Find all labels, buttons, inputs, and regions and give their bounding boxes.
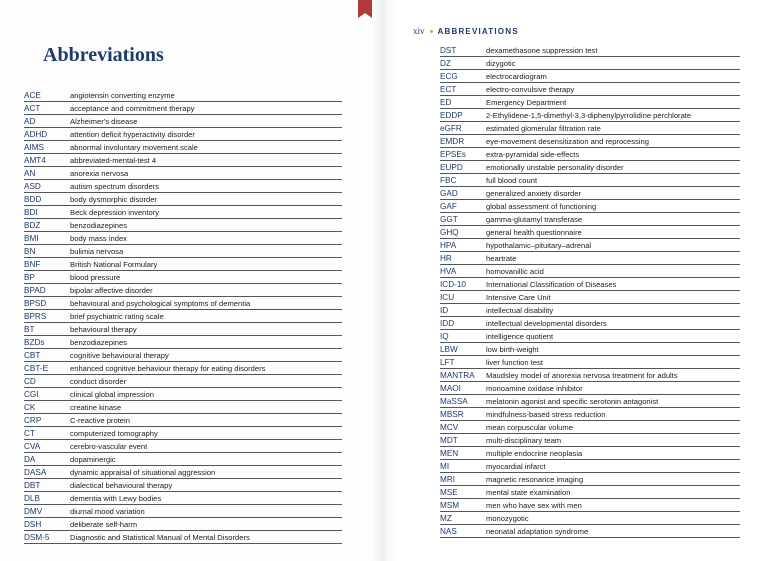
abbreviation-definition: Maudsley model of anorexia nervosa treatment for adults — [486, 371, 678, 380]
page-number: xiv — [413, 26, 425, 36]
abbreviation-term: MANTRA — [440, 371, 475, 380]
abbreviation-term: HR — [440, 254, 452, 263]
abbreviation-row — [440, 213, 740, 226]
abbreviation-term: EUPD — [440, 163, 463, 172]
abbreviation-definition: cerebro-vascular event — [70, 442, 148, 451]
abbreviation-row — [440, 499, 740, 512]
abbreviation-term: DSM-5 — [24, 533, 50, 542]
abbreviation-term: CVA — [24, 442, 41, 451]
abbreviation-row — [440, 421, 740, 434]
abbreviation-row — [24, 297, 342, 310]
abbreviation-row — [440, 486, 740, 499]
abbreviation-definition: clinical global impression — [70, 390, 154, 399]
abbreviation-row — [440, 525, 740, 538]
abbreviation-term: DASA — [24, 468, 47, 477]
abbreviation-row — [24, 310, 342, 323]
abbreviation-row — [440, 148, 740, 161]
abbreviation-definition: British National Formulary — [70, 260, 158, 269]
abbreviation-term: NAS — [440, 527, 457, 536]
abbreviation-list-right — [440, 44, 740, 538]
abbreviation-row — [440, 135, 740, 148]
abbreviation-row — [440, 200, 740, 213]
abbreviation-definition: full blood count — [486, 176, 538, 185]
abbreviation-term: CBT-E — [24, 364, 49, 373]
abbreviation-term: IQ — [440, 332, 449, 341]
abbreviation-term: ACT — [24, 104, 41, 113]
abbreviation-term: BMI — [24, 234, 39, 243]
abbreviation-row — [440, 460, 740, 473]
abbreviation-row — [440, 330, 740, 343]
abbreviation-row — [440, 239, 740, 252]
abbreviation-definition: general health questionnaire — [486, 228, 582, 237]
abbreviation-definition: estimated glomerular filtration rate — [486, 124, 601, 133]
abbreviation-term: AN — [24, 169, 36, 178]
abbreviation-definition: dialectical behavioural therapy — [70, 481, 173, 490]
abbreviation-term: CD — [24, 377, 36, 386]
abbreviation-row — [24, 505, 342, 518]
abbreviation-row — [24, 323, 342, 336]
running-header — [413, 26, 519, 36]
abbreviation-row — [440, 343, 740, 356]
abbreviation-row — [440, 109, 740, 122]
abbreviation-term: MRI — [440, 475, 456, 484]
abbreviation-definition: Emergency Department — [486, 98, 567, 107]
abbreviation-definition: emotionally unstable personality disorder — [486, 163, 624, 172]
abbreviation-row — [24, 336, 342, 349]
abbreviation-term: MCV — [440, 423, 459, 432]
abbreviation-term: BN — [24, 247, 36, 256]
abbreviation-row — [24, 414, 342, 427]
abbreviation-term: MSM — [440, 501, 460, 510]
abbreviation-term: BP — [24, 273, 35, 282]
abbreviation-term: AIMS — [24, 143, 45, 152]
abbreviation-term: AMT4 — [24, 156, 46, 165]
abbreviation-term: MI — [440, 462, 450, 471]
abbreviation-row — [440, 226, 740, 239]
abbreviation-definition: body mass index — [70, 234, 127, 243]
abbreviation-row — [24, 453, 342, 466]
abbreviation-term: CRP — [24, 416, 42, 425]
abbreviation-definition: dopaminergic — [70, 455, 116, 464]
abbreviation-row — [24, 388, 342, 401]
abbreviation-definition: extra-pyramidal side-effects — [486, 150, 580, 159]
abbreviation-definition: hypothalamic–pituitary–adrenal — [486, 241, 592, 250]
abbreviation-definition: mindfulness-based stress reduction — [486, 410, 606, 419]
abbreviation-row — [440, 512, 740, 525]
abbreviation-row — [440, 304, 740, 317]
abbreviation-row — [440, 57, 740, 70]
abbreviation-term: MDT — [440, 436, 458, 445]
abbreviation-term: EMDR — [440, 137, 465, 146]
abbreviation-definition: monozygotic — [486, 514, 529, 523]
abbreviation-definition: anorexia nervosa — [70, 169, 129, 178]
abbreviation-definition: blood pressure — [70, 273, 121, 282]
abbreviation-term: FBC — [440, 176, 457, 185]
abbreviation-row — [24, 128, 342, 141]
abbreviation-definition: 2-Ethylidene-1,5-dimethyl-3,3-diphenylpyrrolidine perchlorate — [486, 111, 692, 120]
abbreviation-row — [440, 369, 740, 382]
abbreviation-term: DZ — [440, 59, 451, 68]
abbreviation-term: CBT — [24, 351, 41, 360]
abbreviation-definition: multi-disciplinary team — [486, 436, 562, 445]
abbreviation-row — [24, 245, 342, 258]
abbreviation-row — [24, 427, 342, 440]
abbreviation-definition: intellectual developmental disorders — [486, 319, 607, 328]
abbreviation-row — [440, 447, 740, 460]
abbreviation-term: LFT — [440, 358, 455, 367]
abbreviation-term: DLB — [24, 494, 40, 503]
abbreviation-definition: dementia with Lewy bodies — [70, 494, 162, 503]
abbreviation-definition: cognitive behavioural therapy — [70, 351, 169, 360]
abbreviation-row — [440, 317, 740, 330]
abbreviation-definition: magnetic resonance imaging — [486, 475, 584, 484]
abbreviation-definition: benzodiazepines — [70, 221, 127, 230]
abbreviation-row — [24, 531, 342, 544]
abbreviation-definition: C-reactive protein — [70, 416, 130, 425]
abbreviation-term: DSH — [24, 520, 42, 529]
abbreviation-definition: multiple endocrine neoplasia — [486, 449, 583, 458]
abbreviation-row — [440, 278, 740, 291]
abbreviation-definition: body dysmorphic disorder — [70, 195, 157, 204]
abbreviation-row — [440, 122, 740, 135]
abbreviation-term: CGI — [24, 390, 39, 399]
abbreviation-term: ID — [440, 306, 449, 315]
abbreviation-term: LBW — [440, 345, 458, 354]
abbreviation-row — [440, 291, 740, 304]
abbreviation-definition: acceptance and commitment therapy — [70, 104, 195, 113]
abbreviation-term: GGT — [440, 215, 458, 224]
abbreviation-row — [24, 401, 342, 414]
abbreviation-definition: behavioural and psychological symptoms of dementia — [70, 299, 251, 308]
abbreviation-term: AD — [24, 117, 36, 126]
abbreviation-term: MAOI — [440, 384, 461, 393]
abbreviation-definition: International Classification of Diseases — [486, 280, 617, 289]
abbreviation-row — [24, 349, 342, 362]
abbreviation-row — [24, 102, 342, 115]
abbreviation-definition: dizygotic — [486, 59, 516, 68]
abbreviation-row — [440, 356, 740, 369]
abbreviation-term: HVA — [440, 267, 457, 276]
abbreviation-row — [440, 252, 740, 265]
abbreviation-definition: diurnal mood variation — [70, 507, 145, 516]
abbreviation-term: ECG — [440, 72, 458, 81]
abbreviation-term: CK — [24, 403, 36, 412]
abbreviation-definition: computerized tomography — [70, 429, 158, 438]
abbreviation-list-left — [24, 89, 342, 544]
abbreviation-row — [440, 174, 740, 187]
abbreviation-definition: mental state examination — [486, 488, 571, 497]
abbreviation-definition: myocardial infarct — [486, 462, 546, 471]
abbreviation-definition: monoamine oxidase inhibitor — [486, 384, 583, 393]
abbreviation-definition: bulimia nervosa — [70, 247, 124, 256]
abbreviation-definition: brief psychiatric rating scale — [70, 312, 164, 321]
abbreviation-definition: low birth-weight — [486, 345, 539, 354]
abbreviation-term: GHQ — [440, 228, 459, 237]
abbreviation-row — [440, 70, 740, 83]
abbreviation-term: IDD — [440, 319, 455, 328]
abbreviation-definition: liver function test — [486, 358, 543, 367]
abbreviation-term: ICU — [440, 293, 455, 302]
abbreviation-term: BDD — [24, 195, 42, 204]
abbreviation-term: ACE — [24, 91, 41, 100]
abbreviation-definition: dexamethasone suppression test — [486, 46, 598, 55]
abbreviation-definition: gamma-glutamyl transferase — [486, 215, 583, 224]
abbreviation-row — [24, 180, 342, 193]
abbreviation-definition: intellectual disability — [486, 306, 554, 315]
abbreviation-row — [24, 362, 342, 375]
abbreviation-term: BNF — [24, 260, 41, 269]
abbreviation-definition: abnormal involuntary movement scale — [70, 143, 198, 152]
abbreviation-term: GAD — [440, 189, 458, 198]
abbreviation-row — [24, 518, 342, 531]
abbreviation-row — [24, 206, 342, 219]
abbreviation-row — [440, 473, 740, 486]
abbreviation-definition: creatine kinase — [70, 403, 122, 412]
abbreviation-definition: intelligence quotient — [486, 332, 554, 341]
abbreviation-term: BZDs — [24, 338, 45, 347]
abbreviation-row — [440, 265, 740, 278]
abbreviation-term: DST — [440, 46, 457, 55]
abbreviation-row — [24, 258, 342, 271]
abbreviation-term: DBT — [24, 481, 41, 490]
abbreviation-definition: electrocardiogram — [486, 72, 547, 81]
abbreviation-term: ECT — [440, 85, 457, 94]
abbreviation-definition: enhanced cognitive behaviour therapy for eating disorders — [70, 364, 266, 373]
abbreviation-term: ICD-10 — [440, 280, 466, 289]
abbreviation-term: EDDP — [440, 111, 463, 120]
abbreviation-row — [440, 83, 740, 96]
abbreviation-definition: angiotensin converting enzyme — [70, 91, 175, 100]
abbreviation-definition: Beck depression inventory — [70, 208, 160, 217]
abbreviation-row — [440, 408, 740, 421]
abbreviation-term: MBSR — [440, 410, 464, 419]
bullet-icon — [430, 30, 433, 33]
abbreviation-term: DA — [24, 455, 36, 464]
abbreviation-definition: behavioural therapy — [70, 325, 137, 334]
abbreviation-row — [440, 187, 740, 200]
abbreviation-definition: conduct disorder — [70, 377, 127, 386]
abbreviation-term: HPA — [440, 241, 457, 250]
abbreviation-definition: Alzheimer's disease — [70, 117, 138, 126]
abbreviation-row — [24, 115, 342, 128]
section-name: ABBREVIATIONS — [437, 27, 519, 36]
abbreviation-definition: benzodiazepines — [70, 338, 127, 347]
abbreviation-term: BPAD — [24, 286, 46, 295]
abbreviation-definition: autism spectrum disorders — [70, 182, 160, 191]
abbreviation-term: BT — [24, 325, 35, 334]
abbreviation-term: DMV — [24, 507, 43, 516]
abbreviation-row — [24, 440, 342, 453]
abbreviation-row — [440, 161, 740, 174]
abbreviation-row — [24, 219, 342, 232]
abbreviation-definition: global assessment of functioning — [486, 202, 597, 211]
abbreviation-term: EPSEs — [440, 150, 466, 159]
abbreviation-term: GAF — [440, 202, 457, 211]
abbreviation-definition: neonatal adaptation syndrome — [486, 527, 589, 536]
abbreviation-row — [24, 154, 342, 167]
abbreviation-term: ADHD — [24, 130, 48, 139]
abbreviation-definition: homovanillic acid — [486, 267, 544, 276]
abbreviation-term: ED — [440, 98, 452, 107]
abbreviation-definition: attention deficit hyperactivity disorder — [70, 130, 195, 139]
abbreviation-term: BPSD — [24, 299, 47, 308]
abbreviation-definition: Intensive Care Unit — [486, 293, 551, 302]
abbreviation-definition: abbreviated-mental-test 4 — [70, 156, 157, 165]
abbreviation-definition: heartrate — [486, 254, 517, 263]
abbreviation-definition: deliberate self-harm — [70, 520, 138, 529]
abbreviation-row — [24, 271, 342, 284]
abbreviation-definition: men who have sex with men — [486, 501, 582, 510]
abbreviation-definition: eye-movement desensitization and reprocessing — [486, 137, 649, 146]
abbreviation-row — [440, 96, 740, 109]
abbreviation-row — [24, 141, 342, 154]
abbreviation-row — [24, 232, 342, 245]
abbreviation-row — [24, 167, 342, 180]
abbreviation-definition: bipolar affective disorder — [70, 286, 153, 295]
abbreviation-definition: generalized anxiety disorder — [486, 189, 581, 198]
abbreviation-term: MZ — [440, 514, 452, 523]
abbreviation-row — [24, 89, 342, 102]
abbreviation-row — [440, 395, 740, 408]
abbreviation-row — [24, 466, 342, 479]
book-spine — [372, 0, 396, 561]
abbreviation-term: BPRS — [24, 312, 47, 321]
abbreviation-definition: Diagnostic and Statistical Manual of Mental Disorders — [70, 533, 250, 542]
abbreviation-term: BDI — [24, 208, 38, 217]
abbreviation-term: MaSSA — [440, 397, 468, 406]
abbreviation-term: eGFR — [440, 124, 462, 133]
abbreviation-term: BDZ — [24, 221, 41, 230]
abbreviation-row — [440, 44, 740, 57]
abbreviation-term: MSE — [440, 488, 458, 497]
abbreviation-row — [24, 492, 342, 505]
abbreviation-term: CT — [24, 429, 35, 438]
abbreviation-definition: electro-convulsive therapy — [486, 85, 575, 94]
abbreviation-definition: mean corpuscular volume — [486, 423, 573, 432]
abbreviation-row — [24, 284, 342, 297]
abbreviation-row — [24, 193, 342, 206]
abbreviation-definition: melatonin agonist and specific serotonin antagonist — [486, 397, 659, 406]
abbreviation-term: MEN — [440, 449, 459, 458]
abbreviation-row — [24, 479, 342, 492]
abbreviation-term: ASD — [24, 182, 41, 191]
abbreviation-definition: dynamic appraisal of situational aggression — [70, 468, 216, 477]
abbreviation-row — [440, 382, 740, 395]
page-title: Abbreviations — [43, 44, 164, 66]
abbreviation-row — [440, 434, 740, 447]
abbreviation-row — [24, 375, 342, 388]
